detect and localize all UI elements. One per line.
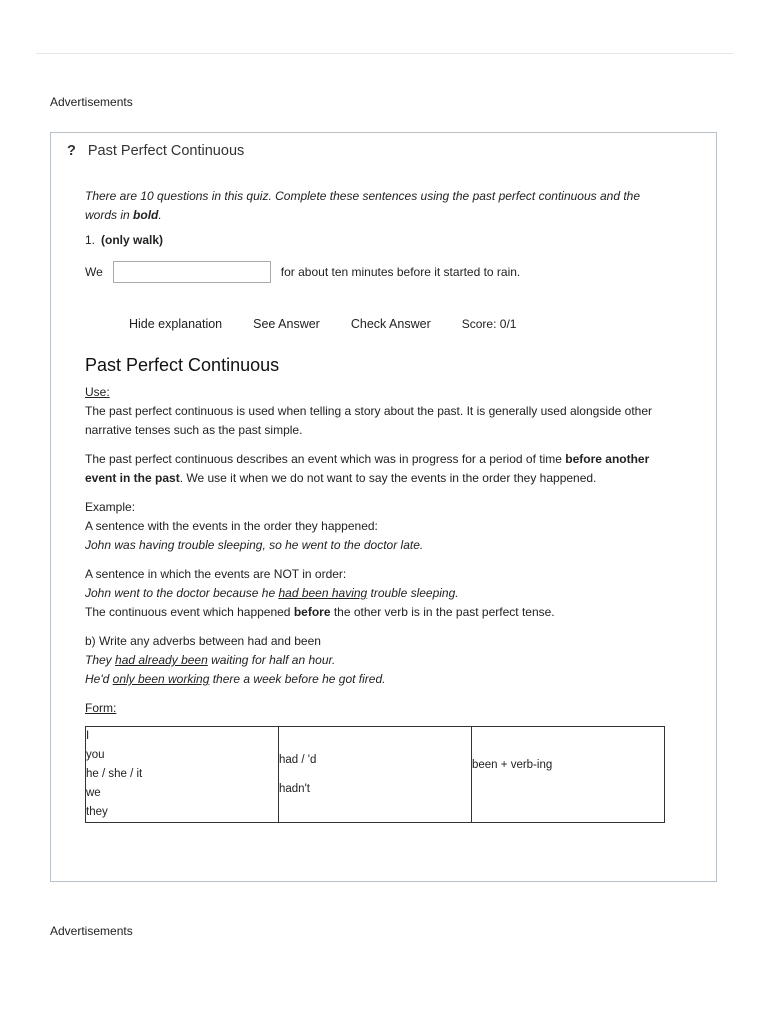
- top-divider: [36, 53, 733, 54]
- quiz-intro: [85, 187, 675, 225]
- adv2-start: He'd: [85, 672, 113, 686]
- question-hint: (only walk): [101, 233, 164, 247]
- example-1-intro: A sentence with the events in the order they happened:: [85, 519, 378, 533]
- adv2-underlined: only been working: [112, 672, 210, 686]
- example-label: Example:: [85, 500, 136, 514]
- quiz-content: [85, 187, 675, 823]
- advertisements-label-bottom: Advertisements: [50, 924, 133, 938]
- adv1-end: waiting for half an hour.: [207, 653, 336, 667]
- intro-text: There are 10 questions in this quiz. Complete these sentences using the past perfect continuous and the words in: [85, 189, 641, 222]
- adv2-end: there a week before he got fired.: [209, 672, 386, 686]
- check-answer-button[interactable]: Check Answer: [350, 317, 431, 331]
- adverb-example-1: [85, 653, 335, 667]
- adverbs-intro: b) Write any adverbs between had and been: [85, 634, 321, 648]
- explanation-title: Past Perfect Continuous: [85, 355, 280, 375]
- ex2-note-bold: before: [293, 605, 331, 619]
- form-table: [85, 726, 665, 823]
- intro-bold-word: bold: [133, 208, 159, 222]
- adverbs-block: [85, 632, 675, 689]
- p2-end: . We use it when we do not want to say the events in the order they happened.: [179, 471, 597, 485]
- verb-column: [472, 727, 665, 823]
- example-2-sentence: [85, 586, 459, 600]
- adv1-start: They: [85, 653, 116, 667]
- answer-input[interactable]: [113, 261, 271, 283]
- hide-explanation-button[interactable]: Hide explanation: [129, 317, 223, 331]
- explanation-paragraph-2: [85, 450, 675, 488]
- advertisements-label-top: Advertisements: [50, 95, 133, 109]
- see-answer-button[interactable]: See Answer: [253, 317, 320, 331]
- pronoun-cell: they: [86, 806, 108, 818]
- verb-form: been + verb-ing: [472, 759, 553, 771]
- pronoun-column: [86, 727, 279, 823]
- question-number: 1.: [85, 233, 96, 247]
- adv1-underlined: had already been: [115, 653, 208, 667]
- p2-start: The past perfect continuous describes an event which was in progress for a period of time: [85, 452, 566, 466]
- quiz-actions: [129, 315, 675, 334]
- quiz-title: Past Perfect Continuous: [87, 143, 245, 159]
- ex2-start: John went to the doctor because he: [85, 586, 279, 600]
- ex2-underlined: had been having: [278, 586, 368, 600]
- auxiliary-column: [279, 727, 472, 823]
- question-line: [85, 231, 675, 250]
- aux-affirmative: had / 'd: [279, 753, 317, 766]
- ex2-note-end: the other verb is in the past perfect tense.: [330, 605, 555, 619]
- example-1-sentence: John was having trouble sleeping, so he went to the doctor late.: [85, 538, 424, 552]
- use-text: The past perfect continuous is used when telling a story about the past. It is generally used alongside other narrative tenses such as the past simple.: [85, 404, 653, 437]
- question-icon: ?: [67, 143, 76, 159]
- intro-end: .: [158, 208, 162, 222]
- sentence-start: We: [85, 264, 103, 279]
- example-2-intro: A sentence in which the events are NOT in order:: [85, 567, 347, 581]
- quiz-panel: [50, 132, 717, 882]
- adverb-example-2: [85, 672, 385, 686]
- answer-row: [85, 259, 675, 285]
- sentence-end: for about ten minutes before it started to rain.: [280, 264, 521, 279]
- form-label: Form:: [85, 701, 117, 715]
- pronoun-cell: I: [86, 730, 90, 742]
- pronoun-cell: we: [86, 787, 101, 799]
- quiz-header: [67, 143, 244, 159]
- aux-negative: hadn't: [279, 782, 310, 795]
- use-label: Use:: [85, 385, 110, 399]
- example-block-2: [85, 565, 675, 622]
- ex2-end: trouble sleeping.: [367, 586, 459, 600]
- p2-bold: before another event in the past: [85, 452, 650, 485]
- pronoun-cell: he / she / it: [86, 768, 143, 780]
- score-display: Score: 0/1: [461, 317, 517, 331]
- ex2-note-start: The continuous event which happened: [85, 605, 294, 619]
- pronoun-cell: you: [86, 749, 105, 761]
- example-block-1: [85, 498, 675, 555]
